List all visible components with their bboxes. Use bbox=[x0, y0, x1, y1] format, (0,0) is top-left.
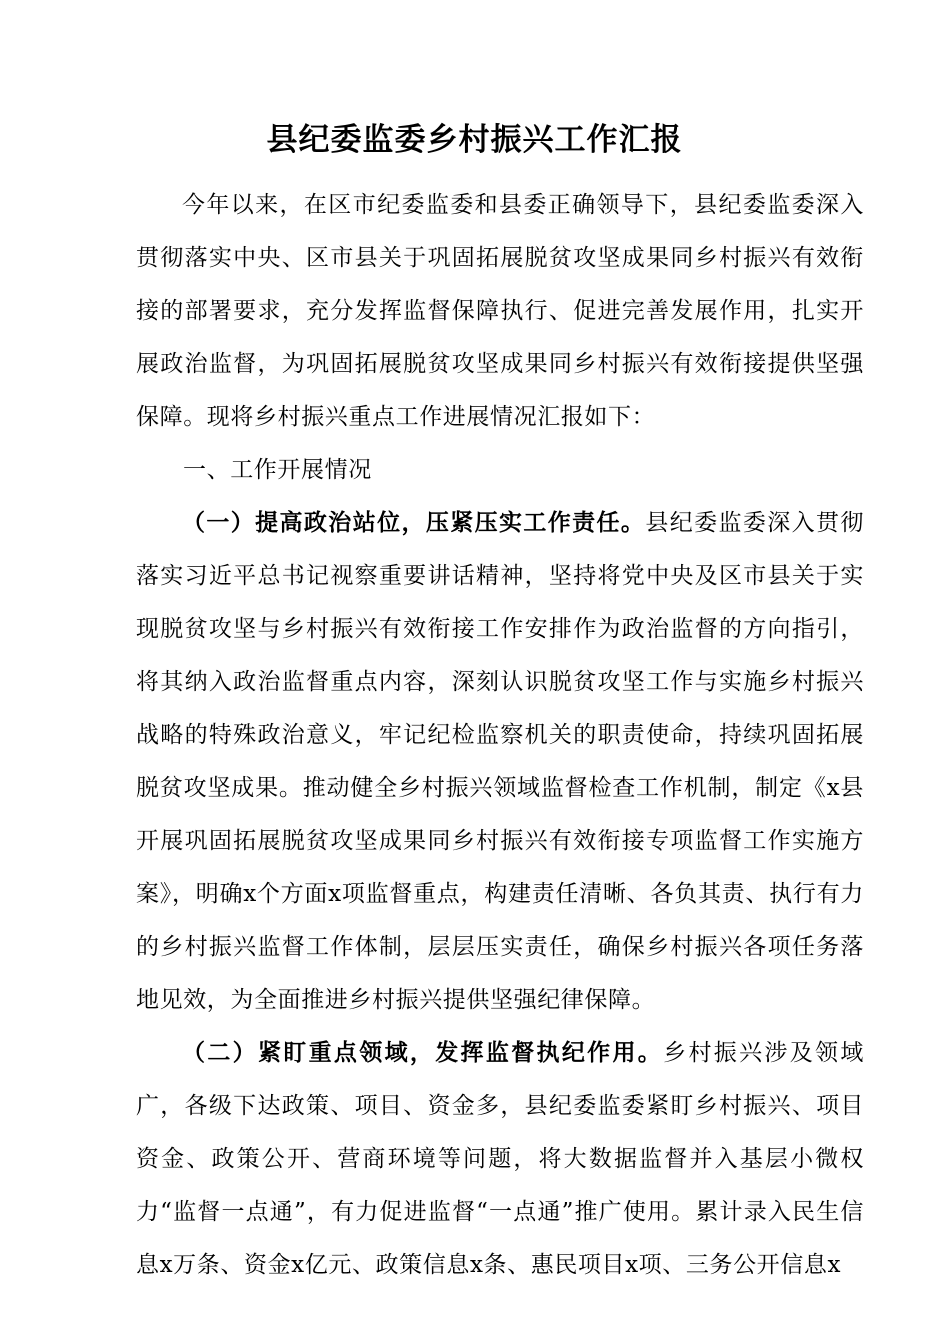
intro-paragraph: 今年以来，在区市纪委监委和县委正确领导下，县纪委监委深入贯彻落实中央、区市县关于巩固拓展脱贫攻坚成果同乡村振兴有效衔接的部署要求，充分发挥监督保障执行、促进完善发展作用，扎实开展政治监督，为巩固拓展脱贫攻坚成果同乡村振兴有效衔接提供坚强保障。现将乡村振兴重点工作进展情况汇报如下： bbox=[136, 192, 864, 430]
item-2-lead: （二）紧盯重点领域，发挥监督执纪作用。 bbox=[182, 1040, 664, 1066]
item-1-lead: （一）提高政治站位，压紧压实工作责任。 bbox=[182, 510, 646, 536]
item-1-paragraph bbox=[136, 497, 864, 1027]
item-2-paragraph bbox=[136, 1027, 864, 1292]
document-title: 县纪委监委乡村振兴工作汇报 bbox=[266, 122, 683, 158]
item-2-body: 乡村振兴涉及领域广，各级下达政策、项目、资金多，县纪委监委紧盯乡村振兴、项目资金、政策公开、营商环境等问题，将大数据监督并入基层小微权力“监督一点通”，有力促进监督“一点通”推广使用。累计录入民生信息x万条、资金x亿元、政策信息x条、惠民项目x项、三务公开信息x bbox=[136, 1040, 864, 1278]
item-1-body: 县纪委监委深入贯彻落实习近平总书记视察重要讲话精神，坚持将党中央及区市县关于实现脱贫攻坚与乡村振兴有效衔接工作安排作为政治监督的方向指引，将其纳入政治监督重点内容，深刻认识脱贫攻坚工作与实施乡村振兴战略的特殊政治意义，牢记纪检监察机关的职责使命，持续巩固拓展脱贫攻坚成果。推动健全乡村振兴领域监督检查工作机制，制定《x县开展巩固拓展脱贫攻坚成果同乡村振兴有效衔接专项监督工作实施方案》，明确x个方面x项监督重点，构建责任清晰、各负其责、执行有力的乡村振兴监督工作体制，层层压实责任，确保乡村振兴各项任务落地见效，为全面推进乡村振兴提供坚强纪律保障。 bbox=[136, 510, 864, 1013]
section-heading-work-progress: 一、工作开展情况 bbox=[183, 457, 372, 483]
